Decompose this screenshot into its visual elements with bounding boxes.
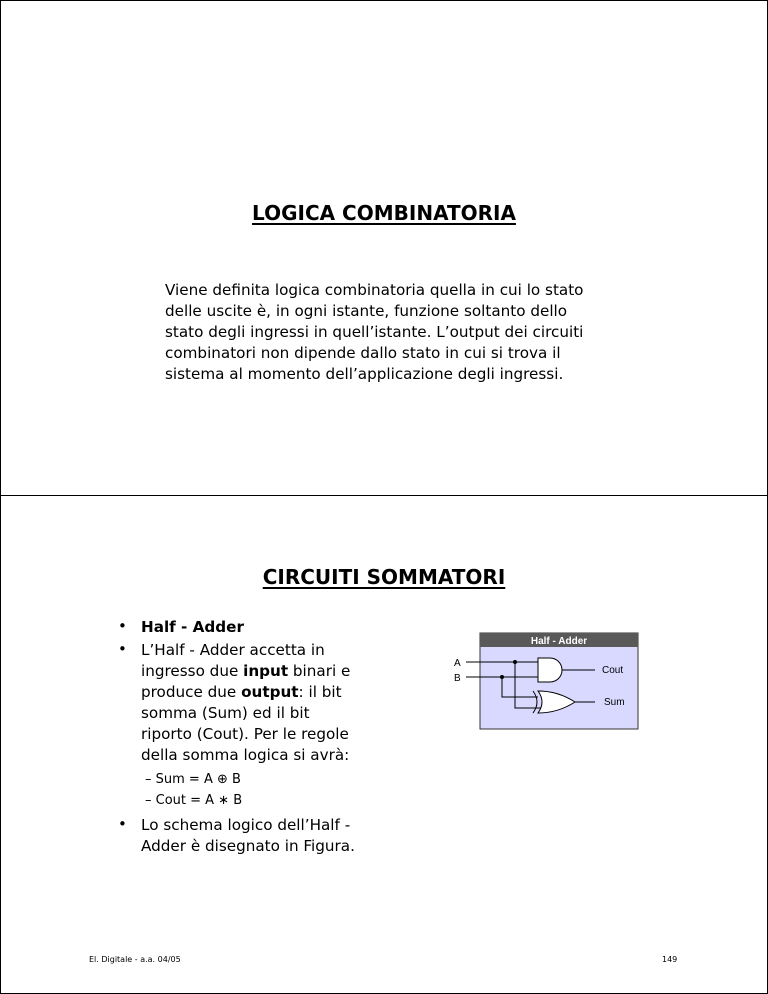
description-line [141,661,350,682]
bold-input: input [243,662,289,680]
label-input-b: B [454,673,461,684]
slide2-title: CIRCUITI SOMMATORI [262,565,506,589]
slide1-title: LOGICA COMBINATORIA [252,201,516,225]
description-line: riporto (Cout). Per le regole [141,725,349,743]
half-adder-diagram [450,632,640,734]
bullet-figure-line: Lo schema logico dell’Half - [141,816,351,834]
text-span: produce due [141,683,242,701]
paragraph-line: Viene definita logica combinatoria quella in cui lo stato [165,281,584,299]
bullet-marker: • [118,617,127,635]
paragraph-line: delle uscite è, in ogni istante, funzione soltanto dello [165,302,568,320]
slide1-paragraph [165,280,605,385]
description-line [141,682,342,703]
paragraph-line: sistema al momento dell’applicazione degli ingressi. [165,365,564,383]
diagram-title: Half - Adder [530,636,588,647]
bullet-marker: • [118,640,127,658]
formula-sum: – Sum = A ⊕ B [145,772,241,787]
slide-divider [0,495,768,496]
paragraph-line: combinatori non dipende dallo stato in cui si trova il [165,344,561,362]
description-line: L’Half - Adder accetta in [141,641,325,659]
formula-cout: – Cout = A ∗ B [145,793,243,808]
description-line: somma (Sum) ed il bit [141,704,310,722]
junction-a [513,660,517,664]
junction-b [500,675,504,679]
footer-page-number: 149 [662,955,678,964]
bullet-figure-line: Adder è disegnato in Figura. [141,837,355,855]
bullet-marker: • [118,815,127,833]
footer-course: El. Digitale - a.a. 04/05 [89,955,181,964]
bold-output: output [241,683,299,701]
diagram-box [480,633,638,729]
label-output-sum: Sum [604,697,625,708]
bullet-half-adder: Half - Adder [141,618,244,636]
and-gate-icon [538,658,562,682]
label-input-a: A [454,658,461,669]
text-span: : il bit [298,683,342,701]
text-span: binari e [288,662,351,680]
label-output-cout: Cout [602,665,624,676]
description-line: della somma logica si avrà: [141,746,350,764]
paragraph-line: stato degli ingressi in quell’istante. L’output dei circuiti [165,323,584,341]
text-span: ingresso due [141,662,244,680]
